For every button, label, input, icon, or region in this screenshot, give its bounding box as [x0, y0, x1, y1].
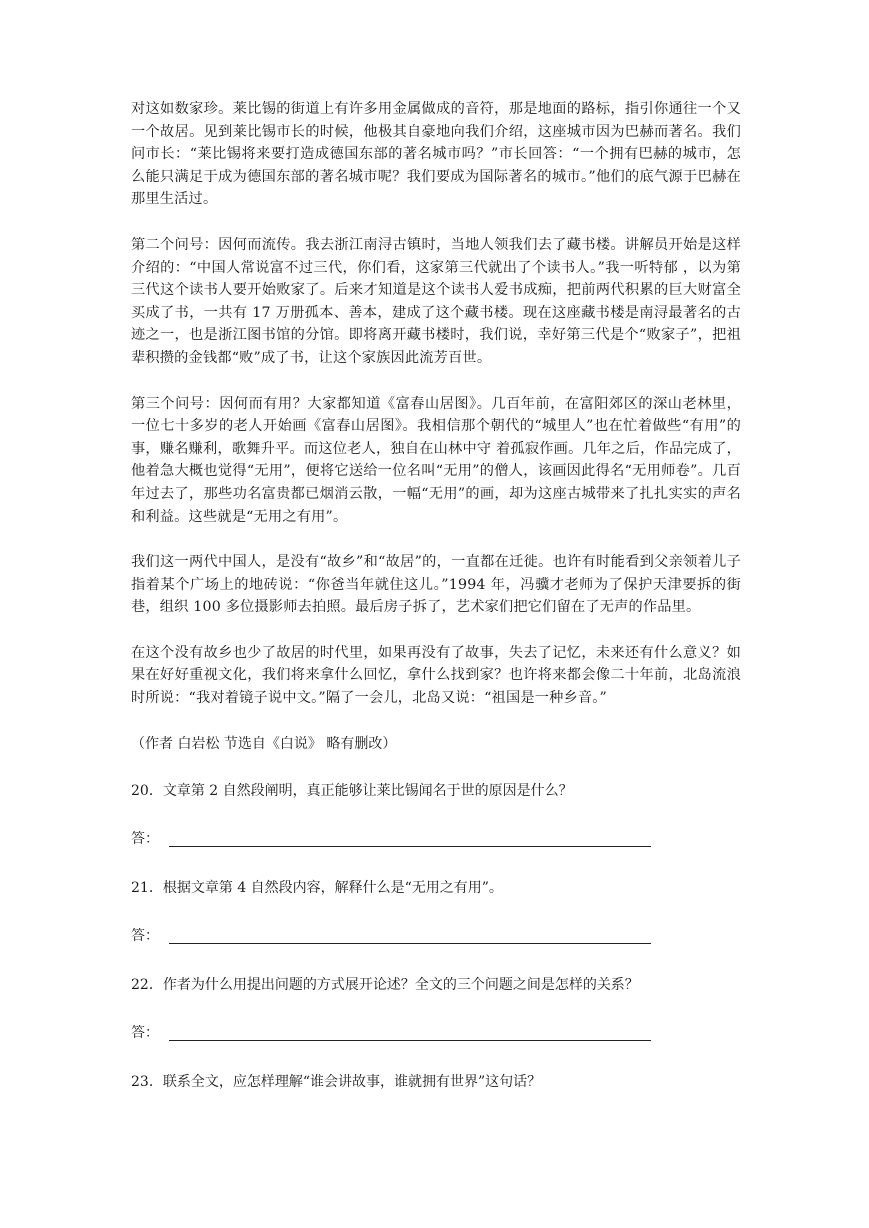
question-20: 20．文章第 2 自然段阐明，真正能够让莱比锡闻名于世的原因是什么？ — [131, 782, 573, 799]
answer-row-22 — [131, 1022, 741, 1044]
paragraph-conclusion: 在这个没有故乡也少了故居的时代里，如果再没有了故事，失去了记忆，未来还有什么意义？如果在好好重视文化，我们将来拿什么回忆，拿什么找到家？也许将来都会像二十年前，北岛流浪时所说：“我对着镜子说中文。”隔了一会儿，北岛又说：“祖国是一种乡音。” — [131, 644, 741, 707]
question-22: 22．作者为什么用提出问题的方式展开论述？全文的三个问题之间是怎样的关系？ — [131, 976, 639, 993]
answer-row-20 — [131, 828, 741, 850]
answer-line-20[interactable] — [169, 828, 651, 847]
document-page — [131, 98, 741, 1119]
answer-label: 答： — [131, 830, 159, 847]
answer-row-21 — [131, 925, 741, 947]
answer-label: 答： — [131, 927, 159, 944]
paragraph-third-question: 第三个问号：因何而有用？大家都知道《富春山居图》。几百年前，在富阳郊区的深山老林里，一位七十多岁的老人开始画《富春山居图》。我相信那个朝代的“城里人”也在忙着做些“有用”的事，赚名赚利，歌舞升平。而这位老人，独自在山林中守 着孤寂作画。几年之后，作品完成了，他着急大概也觉得“无用”，便将它送给一位名叫“无用”的僧人，该画因此得名“无用师卷”。几百年过去了，那些功名富贵都已烟消云散，一幅“无用”的画，却为这座古城带来了扎扎实实的声名和利益。这些就是“无用之有用”。 — [131, 395, 741, 525]
question-23: 23．联系全文，应怎样理解“谁会讲故事，谁就拥有世界”这句话？ — [131, 1073, 542, 1090]
answer-line-21[interactable] — [169, 925, 651, 944]
paragraph-migration: 我们这一两代中国人，是没有“故乡”和“故居”的，一直都在迁徙。也许有时能看到父亲领着儿子指着某个广场上的地砖说：“你爸当年就住这儿。”1994 年，冯骥才老师为了保护天津要拆的街巷，组织 100 多位摄影师去拍照。最后房子拆了，艺术家们把它们留在了无声的作品里。 — [131, 554, 741, 616]
paragraph-bach-leipzig: 对这如数家珍。莱比锡的街道上有许多用金属做成的音符，那是地面的路标，指引你通往一个又一个故居。见到莱比锡市长的时候，他极其自豪地向我们介绍，这座城市因为巴赫而著名。我们问市长：“莱比锡将来要打造成德国东部的著名城市吗？”市长回答：“一个拥有巴赫的城市，怎么能只满足于成为德国东部的著名城市呢？我们要成为国际著名的城市。”他们的底气源于巴赫在那里生活过。 — [131, 101, 741, 208]
answer-line-22[interactable] — [169, 1022, 651, 1041]
source-citation: （作者 白岩松 节选自《白说》 略有删改） — [131, 735, 397, 752]
question-21: 21．根据文章第 4 自然段内容，解释什么是“无用之有用”。 — [131, 879, 503, 896]
paragraph-second-question: 第二个问号：因何而流传。我去浙江南浔古镇时，当地人领我们去了藏书楼。讲解员开始是这样介绍的：“中国人常说富不过三代，你们看，这家第三代就出了个读书人。”我一听特郁 ，以为第三代这个读书人要开始败家了。后来才知道是这个读书人爱书成痴，把前两代积累的巨大财富全买成了书，一共有 17 万册孤本、善本，建成了这个藏书楼。现在这座藏书楼是南浔最著名的古迹之一，也是浙江图书馆的分馆。即将离开藏书楼时，我们说，幸好第三代是个“败家子”，把祖辈积攒的金钱都“败”成了书，让这个家族因此流芳百世。 — [131, 236, 741, 366]
answer-label: 答： — [131, 1024, 159, 1041]
